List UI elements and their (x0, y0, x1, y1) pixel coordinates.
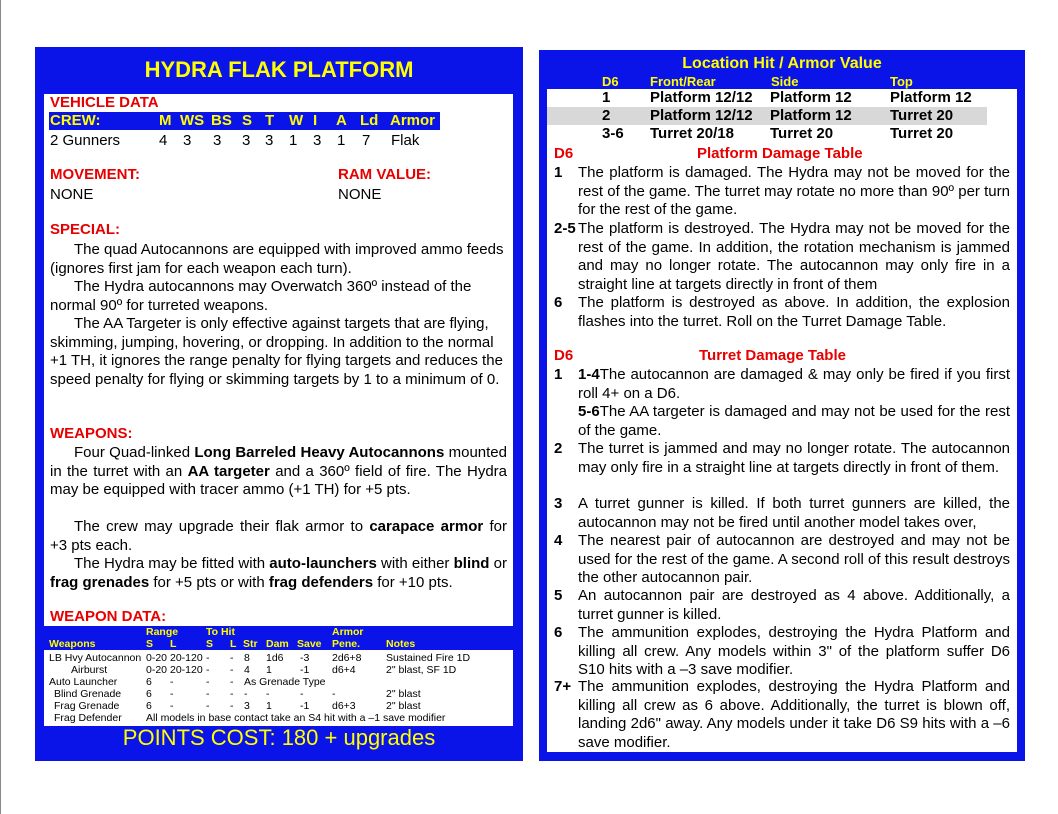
weapon-name: Airburst (71, 664, 108, 676)
special-para-1: The quad Autocannons are equipped with improved ammo feeds (ignores first jam for each weapon each turn). (50, 241, 504, 277)
ws-header: WS (180, 112, 205, 129)
weapon-name: Auto Launcher (49, 676, 118, 688)
roll: 3 (554, 495, 563, 512)
location-row (547, 89, 987, 107)
save-header: Save (297, 638, 322, 650)
tohit-l: - (230, 700, 234, 712)
text-run-bold: Long Barreled Heavy Autocannons (194, 444, 445, 461)
text-run: and a 360º field of fire. The Hydra may be equipped with tracer ammo (+1 TH) for +5 pts. (50, 462, 507, 498)
top: Platform 12 (890, 89, 972, 106)
w-header: W (289, 112, 304, 129)
range-s-header: S (146, 638, 154, 650)
front-rear: Turret 20/18 (650, 125, 734, 142)
front-rear: Platform 12/12 (650, 89, 753, 106)
range-l: - (170, 700, 174, 712)
tohit-s: - (206, 700, 210, 712)
text-run-bold: AA targeter (187, 462, 270, 480)
range-l: 20-120 (170, 664, 203, 676)
crew-header-bar (49, 112, 440, 130)
sub-effect: The autocannon are damaged & may only be fired if you first roll 4+ on a D6. (578, 366, 1010, 402)
weapon-name: Blind Grenade (54, 688, 122, 700)
range-header: Range (146, 626, 179, 638)
range-l: - (170, 676, 174, 688)
i-value: 3 (313, 132, 322, 149)
location-row (547, 125, 987, 143)
effect: A turret gunner is killed. If both turret gunners are killed, the autocannon may not be fired until another model takes over, (578, 495, 1010, 531)
top-header: Top (890, 74, 913, 89)
ws-value: 3 (183, 132, 192, 149)
turret-damage-title: Turret Damage Table (699, 347, 846, 364)
tohit-s: - (206, 688, 210, 700)
weapon-data-label: WEAPON DATA: (50, 608, 167, 625)
pene: - (332, 688, 336, 700)
armor-value: Flak (391, 132, 420, 149)
bs-header: BS (211, 112, 232, 129)
text-run-bold: blind (453, 555, 490, 572)
crew-value: 2 Gunners (50, 132, 121, 149)
notes: 2" blast (386, 700, 421, 712)
special-para-2: The Hydra autocannons may Overwatch 360º instead of the normal 90º for turreted weapons. (50, 278, 472, 314)
tohit-l: - (230, 676, 234, 688)
effect: The platform is damaged. The Hydra may not be moved for the rest of the game. The turret may rotate no more than 90º per turn for the rest of the game. (578, 164, 1010, 218)
weapons-para-3 (50, 555, 507, 592)
weapons-col-header: Weapons (49, 638, 96, 650)
effect: The platform is destroyed as above. In addition, the explosion flashes into the turret. Roll on the Turret Damage Table. (578, 294, 1010, 330)
side: Turret 20 (770, 125, 834, 142)
text-run: mounted in the turret with an (50, 444, 507, 480)
side: Platform 12 (770, 107, 852, 124)
card-title: HYDRA FLAK PLATFORM (144, 57, 414, 82)
ram-value-label: RAM VALUE: (338, 166, 432, 183)
text-run: for +5 pts or with (149, 573, 269, 591)
effect (578, 366, 1010, 440)
pene-header: Pene. (332, 638, 361, 650)
text-run-bold: frag defenders (268, 573, 374, 591)
weapon-description: All models in base contact take an S4 hit with a –1 save modifier (146, 712, 446, 724)
range-s: 0-20 (146, 664, 168, 676)
turret-d6-label: D6 (554, 347, 574, 364)
effect: The ammunition explodes, destroying the Hydra Platform and killing all crew. Any models within 3" of the platform suffer D6 S10 hits with a –3 save modifier. (578, 624, 1010, 678)
roll: 4 (554, 532, 563, 549)
range-l: - (170, 688, 174, 700)
dam: 1d6 (266, 652, 284, 664)
dam: - (266, 688, 270, 700)
roll: 5 (554, 587, 563, 604)
weapon-data-header (35, 626, 523, 650)
weapons-para-2 (50, 518, 507, 555)
location-row (547, 107, 987, 125)
platform-d6-label: D6 (554, 145, 574, 162)
notes-header: Notes (386, 638, 416, 650)
ld-header: Ld (360, 112, 379, 129)
sub-roll: 1-4 (578, 366, 600, 383)
to-hit-header: To Hit (206, 626, 235, 638)
text-run: The crew may upgrade their flak armor to (74, 518, 370, 535)
effect: An autocannon pair are destroyed as 4 above. Additionally, a turret gunner is killed. (578, 587, 1010, 623)
platform-damage-title: Platform Damage Table (697, 145, 863, 162)
d6-header: D6 (602, 74, 619, 89)
armor-header: Armor (390, 112, 436, 129)
effect: The turret is jammed and may no longer rotate. The autocannon may only fire in a straight line at targets directly in front of them. (578, 440, 1010, 476)
roll: 2-5 (554, 220, 576, 237)
movement-value: NONE (50, 186, 94, 203)
sub-effect: The AA targeter is damaged and may not be used for the rest of the game. (578, 403, 1010, 439)
i-header: I (313, 112, 318, 129)
range-l: 20-120 (170, 652, 203, 664)
notes: 2" blast (386, 688, 421, 700)
m-header: M (159, 112, 172, 129)
d6-roll: 2 (602, 107, 611, 124)
range-s: 6 (146, 700, 152, 712)
side: Platform 12 (770, 89, 852, 106)
weapon-data-table (44, 650, 513, 726)
roll: 1 (554, 366, 563, 383)
save: -1 (300, 700, 310, 712)
d6-roll: 1 (602, 89, 611, 106)
t-value: 3 (265, 132, 274, 149)
save: -1 (300, 664, 310, 676)
sub-roll: 5-6 (578, 403, 600, 420)
dam: 1 (266, 664, 272, 676)
pene: d6+3 (332, 700, 356, 712)
vehicle-data-label: VEHICLE DATA (50, 94, 159, 111)
text-run: Four Quad-linked (74, 444, 195, 461)
top: Turret 20 (890, 125, 954, 142)
effect: The platform is destroyed. The Hydra may not be moved for the rest of the game. In addition, the rotation mechanism is jammed and may no longer rotate. The autocannon may only fire in a straight line at targets directly in front of them (578, 220, 1010, 293)
tohit-l: - (230, 652, 234, 664)
s-header: S (242, 112, 253, 129)
location-hit-title: Location Hit / Armor Value (682, 55, 882, 72)
str: As Grenade Type (244, 676, 326, 688)
special-label: SPECIAL: (50, 221, 121, 238)
armor-pene-header: Armor (332, 626, 364, 638)
points-cost: POINTS COST: 180 + upgrades (122, 725, 436, 750)
damage-card-body (547, 89, 1017, 752)
roll: 1 (554, 164, 563, 181)
roll: 7+ (554, 678, 572, 695)
a-value: 1 (337, 132, 346, 149)
weapon-name: LB Hvy Autocannon (49, 652, 142, 664)
pene: d6+4 (332, 664, 356, 676)
roll: 6 (554, 624, 563, 641)
save: - (300, 688, 304, 700)
bs-value: 3 (213, 132, 222, 149)
str: 3 (244, 700, 250, 712)
a-header: A (336, 112, 347, 129)
crew-header: CREW: (50, 112, 101, 129)
notes: Sustained Fire 1D (386, 652, 471, 664)
effect: The nearest pair of autocannon are destroyed and may not be used for the rest of the game. A second roll of this result destroys the other autocannon pair. (578, 532, 1010, 586)
front-rear-header: Front/Rear (650, 74, 716, 89)
save: -3 (300, 652, 310, 664)
tohit-s: - (206, 652, 210, 664)
m-value: 4 (159, 132, 168, 149)
ld-value: 7 (362, 132, 371, 149)
crew-values-row (49, 132, 509, 150)
notes: 2" blast, SF 1D (386, 664, 457, 676)
t-header: T (265, 112, 275, 129)
dam: 1 (266, 700, 272, 712)
roll: 6 (554, 294, 563, 311)
range-s: 0-20 (146, 652, 168, 664)
range-l-header: L (170, 638, 177, 650)
tohit-s-header: S (206, 638, 214, 650)
location-hit-headers (539, 74, 1025, 88)
text-run-bold: frag grenades (50, 573, 150, 591)
tohit-l-header: L (230, 638, 237, 650)
tohit-l: - (230, 664, 234, 676)
vehicle-card-body (44, 94, 513, 626)
str: - (244, 688, 248, 700)
text-run: with either (376, 555, 454, 572)
text-run: for +10 pts. (373, 573, 453, 591)
range-s: 6 (146, 676, 152, 688)
d6-roll: 3-6 (602, 125, 624, 142)
pene: 2d6+8 (332, 652, 362, 664)
roll: 2 (554, 440, 563, 457)
range-s: 6 (146, 688, 152, 700)
top: Turret 20 (890, 107, 954, 124)
str: 4 (244, 664, 250, 676)
weapon-name: Frag Defender (54, 712, 122, 724)
tohit-l: - (230, 688, 234, 700)
turret-row-1 (554, 366, 1010, 440)
weapons-para-1 (50, 444, 507, 500)
s-value: 3 (242, 132, 251, 149)
dam-header: Dam (266, 638, 289, 650)
text-run-bold: carapace armor (369, 518, 484, 535)
ram-value: NONE (338, 186, 382, 203)
tohit-s: - (206, 676, 210, 688)
text-run-bold: auto-launchers (269, 555, 377, 572)
w-value: 1 (289, 132, 298, 149)
tohit-s: - (206, 664, 210, 676)
text-run: The Hydra may be fitted with (74, 555, 270, 572)
side-header: Side (771, 74, 799, 89)
text-run: or (489, 555, 507, 572)
effect: The ammunition explodes, destroying the Hydra Platform and killing all crew as 6 above. Additionally, the turret is blown off, landing 2d6" away. Any models under it take D6 S9 hits with a –6 save modifier. (578, 678, 1010, 751)
text-run: for +3 pts each. (50, 518, 507, 554)
special-para-3: The AA Targeter is only effective against targets that are flying, skimming, jumping, hovering, or dropping. In addition to the normal +1 TH, it ignores the range penalty for flying targets and reduces the speed penalty for flying or skimming targets by 1 to a minimum of 0. (50, 315, 503, 388)
movement-label: MOVEMENT: (50, 166, 140, 183)
page-edge-line (0, 0, 1, 814)
weapon-name: Frag Grenade (54, 700, 120, 712)
str: 8 (244, 652, 250, 664)
front-rear: Platform 12/12 (650, 107, 753, 124)
vehicle-card (35, 47, 523, 761)
damage-card (539, 50, 1025, 761)
weapons-label: WEAPONS: (50, 425, 133, 442)
str-header: Str (243, 638, 258, 650)
